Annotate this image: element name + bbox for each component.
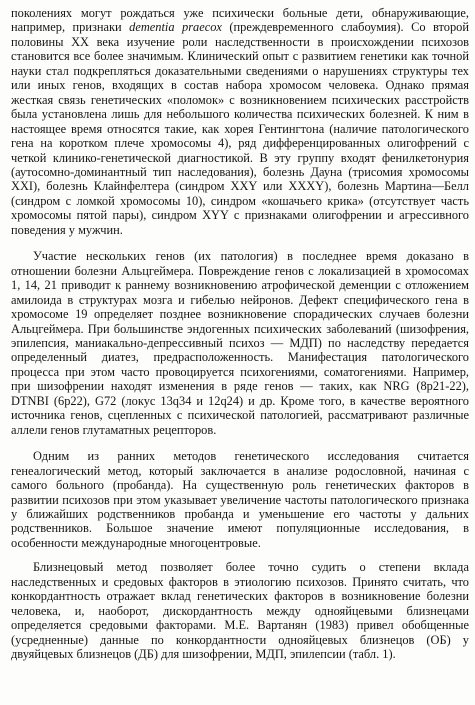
latin-term: dementia praecox <box>129 20 222 35</box>
paragraph-twin-method <box>11 560 469 661</box>
paragraph-alzheimer-genes <box>11 249 469 437</box>
text-span: Участие нескольких генов (их патология) в последнее время доказано в отношении болезни Альцгеймера. Повреждение генов с локализацией в хромосомах 1, 14, 21 приводит к раннему возникновению атрофической деменции с отложением амилоида в структурах мозга и гибелью нейронов. Дефект специфического гена в хромосоме 19 определяет позднее возникновение спорадических случаев болезни Альцгеймера. При большинстве эндогенных психических заболеваний (шизофрения, эпилепсия, маниакально-депрессивный психоз — МДП) по наследству передается определенный диатез, предрасположенность. Манифестация патологического процесса при этом часто провоцируется психогениями, соматогениями. Например, при шизофрении находят изменения в ряде генов — таких, как NRG (8р21-22), DTNBI (6р22), G72 (локус 13q34 и 12q24) и др. Кроме того, в качестве вероятного источника генов, сцепленных с психической патологией, рассматривают различные аллели генов глутаматных рецепторов. <box>11 249 469 437</box>
text-span: поколениях могут рождаться уже психически больные дети, обнаруживающие, например, признаки <box>11 6 469 35</box>
text-span: Близнецовый метод позволяет более точно судить о степени вклада наследственных и средовых факторов в этиологию психозов. Принято считать, что конкордантность отражает вклад генетических факторов в возникновение болезни человека, и, наоборот, дискордантность между однояйцевыми близнецами определяется средовыми факторами. М.Е. Вартанян (1983) привел обобщенные (усредненные) данные по конкордантности однояйцевых близнецов (ОБ) у двуяйцевых близнецов (ДБ) для шизофрении, МДП, эпилепсии (табл. 1). <box>11 560 469 662</box>
paragraph-heredity-intro <box>11 6 469 237</box>
text-span: Одним из ранних методов генетического исследования считается генеалогический метод, который заключается в анализе родословной, начиная с самого больного (пробанда). На существенную роль генетических факторов в развитии психозов при этом указывает увеличение частоты патологического признака у ближайших родственников пробанда и уменьшение его частоты у дальних родственников. Большое значение имеют популяционные исследования, в особенности международные многоцентровые. <box>11 449 469 550</box>
paragraph-genealogical-method <box>11 449 469 550</box>
text-span: (преждевременного слабоумия). Со второй половины XX века изучение роли наследственности в происхождении психозов становится все более значимым. Клинический опыт с развитием генетики как точной науки стал подкрепляться доказательными сведениями о нарушениях структуры тех или иных генов, входящих в состав набора хромосом человека. Однако прямая жесткая связь генетических «поломок» с возникновением психических расстройств была установлена лишь для небольшого количества психических болезней. К ним в настоящее время относятся такие, как хорея Гентингтона (наличие патологического гена на коротком плече хромосомы 4), ряд дифференцированных олигофрений с четкой клинико-генетической диагностикой. В эту группу входят фенилкетонурия (аутосомно-доминантный тип наследования), болезнь Дауна (трисомия хромосомы XXI), болезнь Клайнфелтера (синдром XXY или XXXY), болезнь Мартина—Белл (синдром с ломкой хромосомы 10), синдром «кошачьего крика» (отсутствует часть хромосомы пятой пары), синдром XYY с признаками олигофрении и агрессивного поведения у мужчин. <box>11 20 470 237</box>
